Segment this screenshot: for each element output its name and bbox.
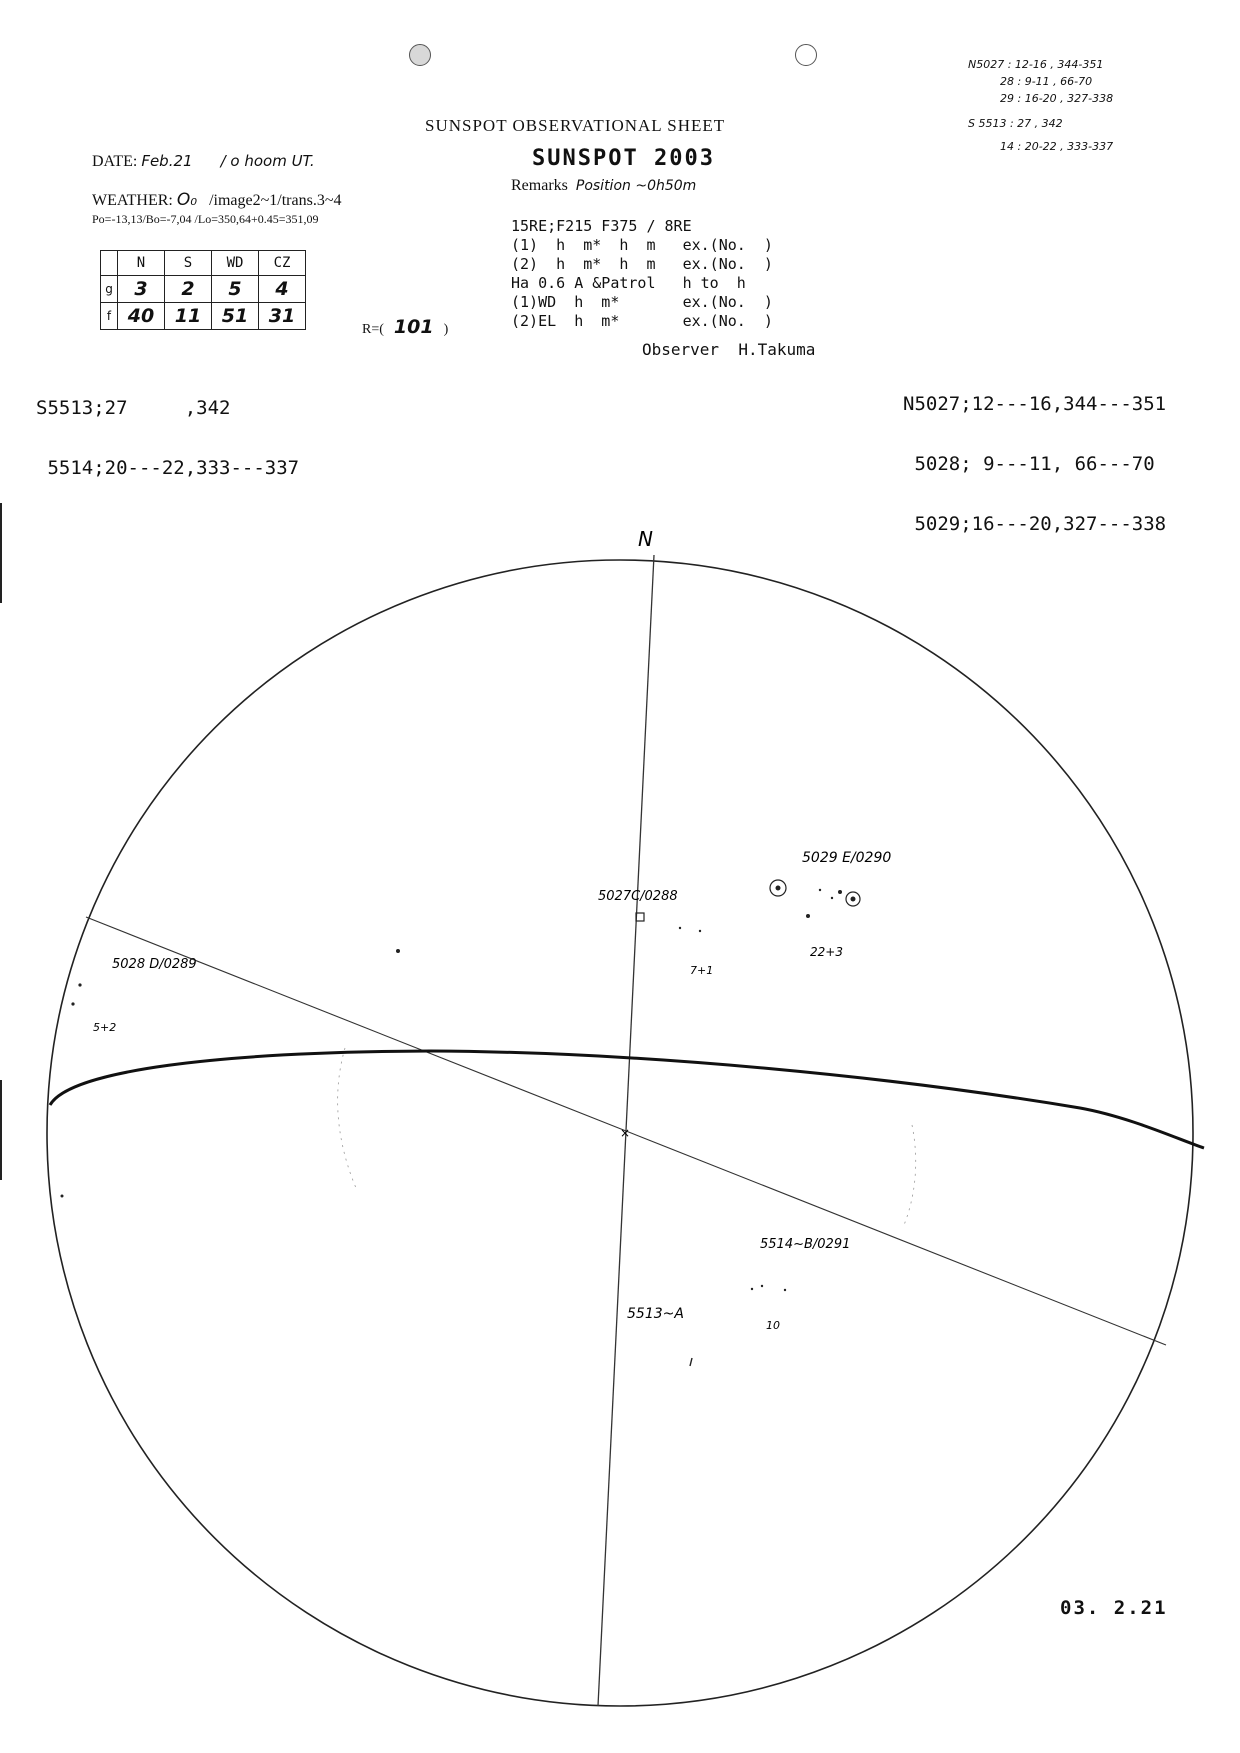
remark-line: 15RE;F215 F375 / 8RE bbox=[511, 217, 692, 235]
col-header-wd: WD bbox=[212, 251, 259, 276]
col-header-cz: CZ bbox=[259, 251, 306, 276]
region-label-5029: 5029 E/0290 bbox=[802, 850, 892, 866]
sunspot bbox=[751, 1288, 753, 1290]
latitude-arc-left bbox=[338, 1048, 356, 1188]
sunspot bbox=[776, 886, 781, 891]
count-g-n: 3 bbox=[118, 276, 165, 303]
sunspot bbox=[690, 1358, 692, 1366]
region-label-5028: 5028 D/0289 bbox=[112, 957, 197, 972]
region-count-5028: 5+2 bbox=[93, 1021, 117, 1034]
main-title: SUNSPOT 2003 bbox=[532, 146, 715, 171]
sunspot bbox=[806, 914, 810, 918]
region-count-5029: 22+3 bbox=[810, 945, 843, 959]
image-trans: /image2~1/trans.3~4 bbox=[209, 192, 342, 209]
col-header-s: S bbox=[165, 251, 212, 276]
north-region-line: 5029;16---20,327---338 bbox=[903, 513, 1167, 535]
corner-note: 29 : 16-20 , 327-338 bbox=[1000, 92, 1114, 105]
row-label-g: g bbox=[101, 276, 118, 303]
corner-note: N5027 : 12-16 , 344-351 bbox=[968, 58, 1104, 71]
count-g-s: 2 bbox=[165, 276, 212, 303]
observer: Observer H.Takuma bbox=[642, 340, 816, 359]
date-label: DATE: bbox=[92, 153, 138, 170]
sunspot bbox=[819, 889, 821, 891]
count-f-n: 40 bbox=[118, 303, 165, 330]
time-value: / o hoom UT. bbox=[220, 152, 315, 170]
south-region-line: 5514;20---22,333---337 bbox=[36, 457, 300, 479]
region-label-5027: 5027C/0288 bbox=[598, 889, 678, 904]
sunspot bbox=[679, 927, 681, 929]
sheet-title: SUNSPOT OBSERVATIONAL SHEET bbox=[425, 116, 726, 135]
weather-value: O₀ bbox=[176, 190, 198, 210]
region-count-5027: 7+1 bbox=[690, 964, 714, 977]
sunspot bbox=[636, 913, 644, 921]
corner-note: 14 : 20-22 , 333-337 bbox=[1000, 140, 1114, 153]
date-value: Feb.21 bbox=[141, 152, 193, 170]
row-label-f: f bbox=[101, 303, 118, 330]
count-f-wd: 51 bbox=[212, 303, 259, 330]
latitude-arc-right bbox=[904, 1125, 916, 1225]
remark-line: (1) h m* h m ex.(No. ) bbox=[511, 236, 773, 254]
col-header-n: N bbox=[118, 251, 165, 276]
weather-label: WEATHER: bbox=[92, 192, 173, 209]
sunspot bbox=[396, 949, 400, 953]
corner-note: S 5513 : 27 , 342 bbox=[968, 117, 1063, 130]
sunspot bbox=[699, 930, 701, 932]
south-region-line: S5513;27 ,342 bbox=[36, 397, 231, 419]
remark-line: (1)WD h m* ex.(No. ) bbox=[511, 293, 773, 311]
region-count-5514: 10 bbox=[766, 1319, 780, 1332]
sunspot bbox=[761, 1285, 763, 1287]
p-b-l-values: Po=-13,13/Bo=-7,04 /Lo=350,64+0.45=351,09 bbox=[92, 212, 319, 226]
north-region-line: N5027;12---16,344---351 bbox=[903, 393, 1167, 415]
sunspot bbox=[838, 890, 842, 894]
sunspot bbox=[61, 1195, 64, 1198]
remark-line: (2) h m* h m ex.(No. ) bbox=[511, 255, 773, 273]
footer-date-stamp: 03. 2.21 bbox=[1060, 1597, 1168, 1619]
corner-note: 28 : 9-11 , 66-70 bbox=[1000, 75, 1093, 88]
r-label: R=( bbox=[362, 322, 384, 337]
sunspot bbox=[831, 897, 833, 899]
r-value: 101 bbox=[393, 316, 434, 338]
region-label-5513: 5513~A bbox=[627, 1306, 684, 1322]
north-region-line: 5028; 9---11, 66---70 bbox=[903, 453, 1155, 475]
remarks-handwritten: Position ~0h50m bbox=[575, 178, 697, 194]
region-label-5514: 5514~B/0291 bbox=[760, 1237, 851, 1252]
remark-line: Ha 0.6 A &Patrol h to h bbox=[511, 274, 746, 292]
count-g-cz: 4 bbox=[259, 276, 306, 303]
sunspot bbox=[78, 983, 81, 986]
count-f-s: 11 bbox=[165, 303, 212, 330]
sunspot bbox=[784, 1289, 786, 1291]
count-f-cz: 31 bbox=[259, 303, 306, 330]
remark-line: (2)EL h m* ex.(No. ) bbox=[511, 312, 773, 330]
sunspot bbox=[71, 1002, 74, 1005]
sunspot bbox=[851, 897, 856, 902]
remarks-label: Remarks bbox=[511, 177, 568, 194]
center-mark: × bbox=[620, 1126, 631, 1140]
north-marker: N bbox=[638, 527, 653, 551]
count-g-wd: 5 bbox=[212, 276, 259, 303]
r-close: ) bbox=[443, 322, 449, 337]
